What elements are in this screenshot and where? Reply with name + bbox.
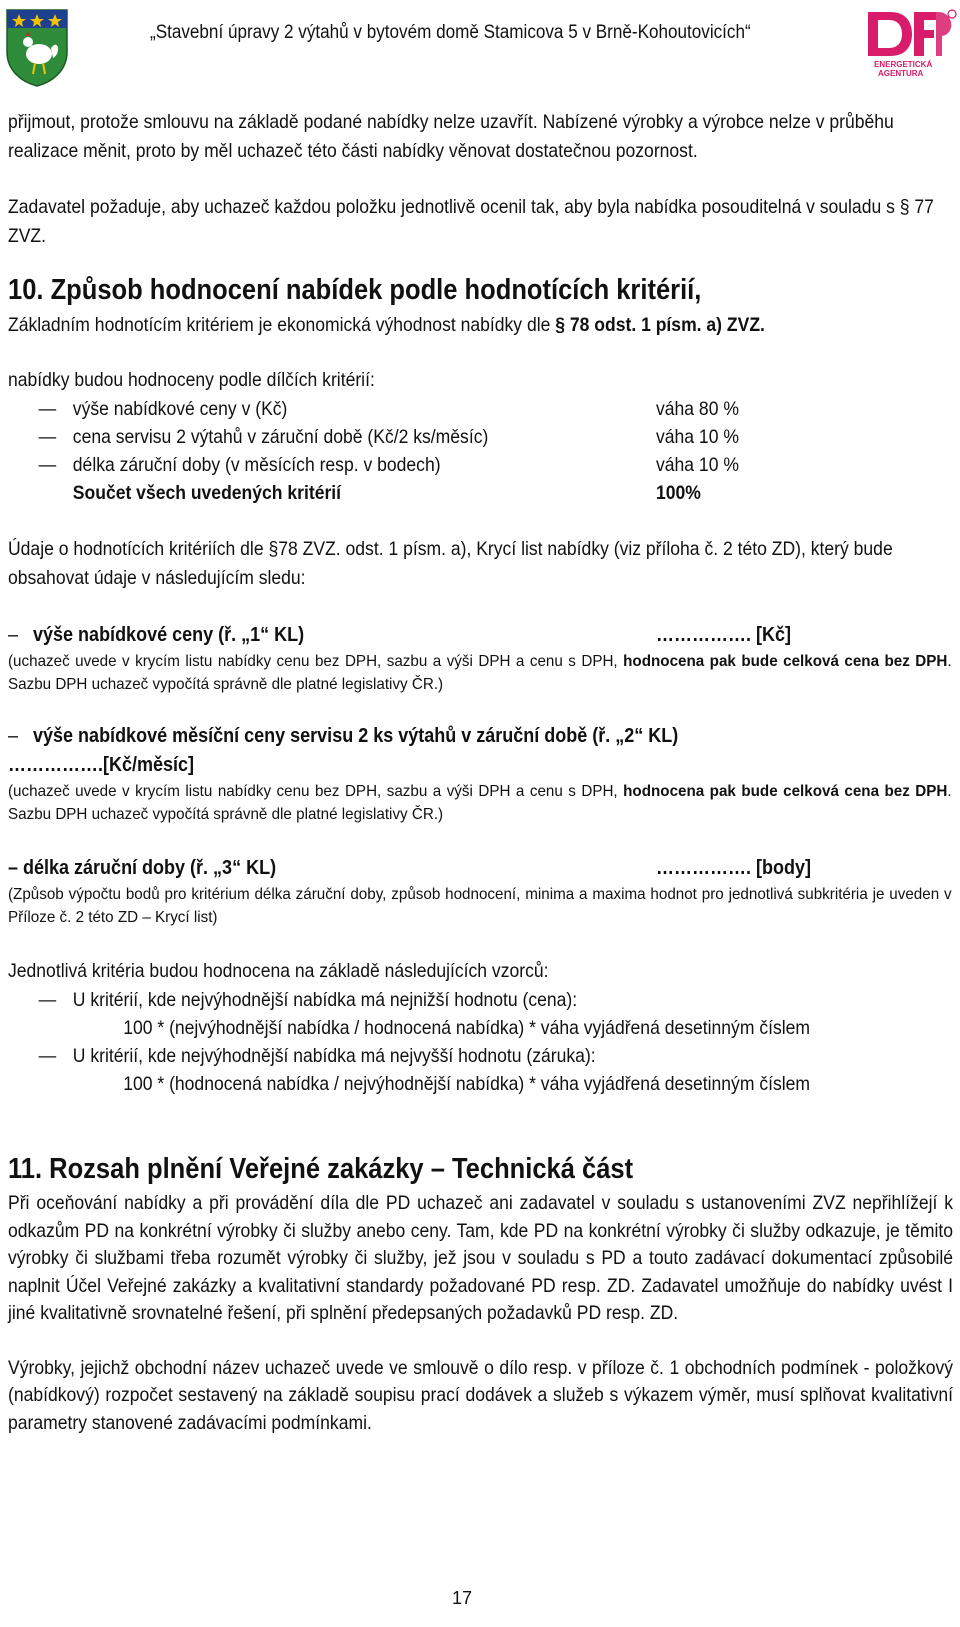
formula-text: 100 * (hodnocená nabídka / nejvýhodnější nabídka) * váha vyjádřená desetinným číslem: [123, 1073, 811, 1095]
criteria-label: cena servisu 2 výtahů v záruční době (Kč/2 ks/měsíc): [72, 426, 489, 448]
criteria-sum-value: 100%: [656, 482, 701, 504]
item-2-note-b: . Sazbu DPH uchazeč vypočítá správně dle platné legislativy ČR.): [8, 783, 952, 823]
coat-of-arms-logo: [5, 8, 69, 88]
criteria-weight: váha 10 %: [656, 454, 739, 476]
logo-text-1: ENERGETICKÁ: [874, 60, 933, 69]
formula-condition: — U kritérií, kde nejvýhodnější nabídka má nejnižší hodnotu (cena):: [38, 989, 578, 1011]
formula-condition-text: U kritérií, kde nejvýhodnější nabídka má nejvyšší hodnotu (záruka):: [72, 1045, 596, 1067]
page-number: 17: [452, 1588, 473, 1608]
page-header: [0, 0, 960, 95]
formula-condition-text: U kritérií, kde nejvýhodnější nabídka má nejnižší hodnotu (cena):: [72, 989, 578, 1011]
energy-agency-logo: [862, 6, 958, 78]
item-1-heading: – výše nabídkové ceny (ř. „1“ KL) ……………. [Kč]: [8, 621, 953, 650]
item-3-label: – délka záruční doby (ř. „3“ KL): [8, 857, 277, 879]
item-2-note-a: (uchazeč uvede v krycím listu nabídky cenu bez DPH, sazbu a výši DPH a cenu s DPH,: [8, 783, 624, 800]
item-3-unit: ……………. [body]: [656, 857, 811, 879]
formula-condition: — U kritérií, kde nejvýhodnější nabídka má nejvyšší hodnotu (záruka):: [38, 1045, 596, 1067]
criteria-item: — cena servisu 2 výtahů v záruční době (Kč/2 ks/měsíc) váha 10 %: [8, 423, 953, 451]
document-title: „Stavební úpravy 2 výtahů v bytovém domě Stamicova 5 v Brně-Kohoutovicích“: [150, 22, 751, 43]
item-2-heading: – výše nabídkové měsíční ceny servisu 2 ks výtahů v záruční době (ř. „2“ KL): [8, 725, 679, 747]
logo-text-2: AGENTURA: [878, 69, 924, 78]
formula: [8, 1014, 953, 1042]
item-1-note-bold: hodnocena pak bude celková cena bez DPH: [623, 653, 948, 670]
intro-paragraph-1: přijmout, protože smlouvu na základě podané nabídky nelze uzavřít. Nabízené výrobky a výrobce nelze v průběhu realizace měnit, proto by měl uchazeč této části nabídky věnovat dostatečnou pozornost.: [8, 111, 894, 162]
criteria-weight: váha 80 %: [656, 398, 739, 420]
item-1-note-a: (uchazeč uvede v krycím listu nabídky cenu bez DPH, sazbu a výši DPH a cenu s DPH,: [8, 653, 624, 670]
criteria-list: [8, 395, 953, 507]
basic-criterion: [8, 311, 953, 340]
criteria-item: — výše nabídkové ceny v (Kč) váha 80 %: [8, 395, 953, 423]
criteria-data-paragraph: Údaje o hodnotících kritériích dle §78 ZVZ. odst. 1 písm. a), Krycí list nabídky (viz příloha č. 2 této ZD), který bude obsahovat údaje v následujícím sledu:: [8, 538, 893, 589]
item-2-note: [8, 780, 952, 826]
document-body: [8, 108, 954, 1437]
criteria-label: výše nabídkové ceny v (Kč): [72, 398, 288, 420]
item-3-heading: [8, 854, 953, 883]
item-1-note-b: . Sazbu DPH uchazeč vypočítá správně dle platné legislativy ČR.): [8, 653, 952, 693]
criteria-intro: nabídky budou hodnoceny podle dílčích kritérií:: [8, 369, 375, 391]
item-2-unit: …………….[Kč/měsíc]: [8, 754, 195, 776]
criteria-sum: [8, 479, 953, 507]
criteria-sum-label: Součet všech uvedených kritérií: [72, 482, 342, 504]
formula: [8, 1070, 953, 1098]
item-3-note: (Způsob výpočtu bodů pro kritérium délka záruční doby, způsob hodnocení, minima a maxima hodnot pro jednotlivá subkritéria je uveden v Příloze č. 2 této ZD – Krycí list): [8, 886, 952, 926]
formulas-list: [8, 986, 953, 1098]
basic-criterion-text: Základním hodnotícím kritériem je ekonomická výhodnost nabídky dle: [8, 314, 556, 336]
item-1-label: výše nabídkové ceny (ř. „1“ KL): [33, 624, 305, 646]
section-11-paragraph-1: Při oceňování nabídky a při provádění díla dle PD uchazeč ani zadavatel v souladu s ustanoveními ZVZ nepřihlížejí k odkazům PD na konkrétní výrobky či služby anebo ceny. Tam, kde PD na konkrétní výrobky či služby odkazuje, je těmito výrobky či službami třeba rozumět výrobky či služby, jež jsou v souladu s PD a touto zadávací dokumentací způsobilé naplnit Účel Veřejné zakázky a kvalitativní standardy požadované PD resp. ZD. Zadavatel umožňuje do nabídky uvést I jiné kvalitativně srovnatelné řešení, při splnění předepsaných požadavků PD resp. ZD.: [8, 1192, 954, 1324]
criteria-item: — délka záruční doby (v měsících resp. v bodech) váha 10 %: [8, 451, 953, 479]
section-10-heading: 10. Způsob hodnocení nabídek podle hodnotících kritérií,: [8, 274, 702, 306]
criteria-label: délka záruční doby (v měsících resp. v bodech): [72, 454, 441, 476]
item-2-note-bold: hodnocena pak bude celková cena bez DPH: [623, 783, 948, 800]
section-11-heading: 11. Rozsah plnění Veřejné zakázky – Technická část: [8, 1153, 634, 1185]
formula-text: 100 * (nejvýhodnější nabídka / hodnocená nabídka) * váha vyjádřená desetinným číslem: [123, 1017, 811, 1039]
basic-criterion-ref: § 78 odst. 1 písm. a) ZVZ.: [555, 314, 765, 336]
item-2-label: výše nabídkové měsíční ceny servisu 2 ks výtahů v záruční době (ř. „2“ KL): [33, 725, 679, 747]
section-11-paragraph-2: Výrobky, jejichž obchodní název uchazeč uvede ve smlouvě o dílo resp. v příloze č. 1 obchodních podmínek - položkový (nabídkový) rozpočet sestavený na základě soupisu prací dodávek a služeb s výkazem výměr, musí splňovat kvalitativní parametry stanovené zadávacími podmínkami.: [8, 1356, 954, 1434]
formulas-intro: Jednotlivá kritéria budou hodnocena na základě následujících vzorců:: [8, 960, 549, 982]
intro-paragraph-2: Zadavatel požaduje, aby uchazeč každou položku jednotlivě ocenil tak, aby byla nabídka posouditelná v souladu s § 77 ZVZ.: [8, 196, 934, 247]
item-1-note: [8, 650, 952, 696]
criteria-weight: váha 10 %: [656, 426, 739, 448]
item-1-unit: ……………. [Kč]: [656, 624, 791, 646]
